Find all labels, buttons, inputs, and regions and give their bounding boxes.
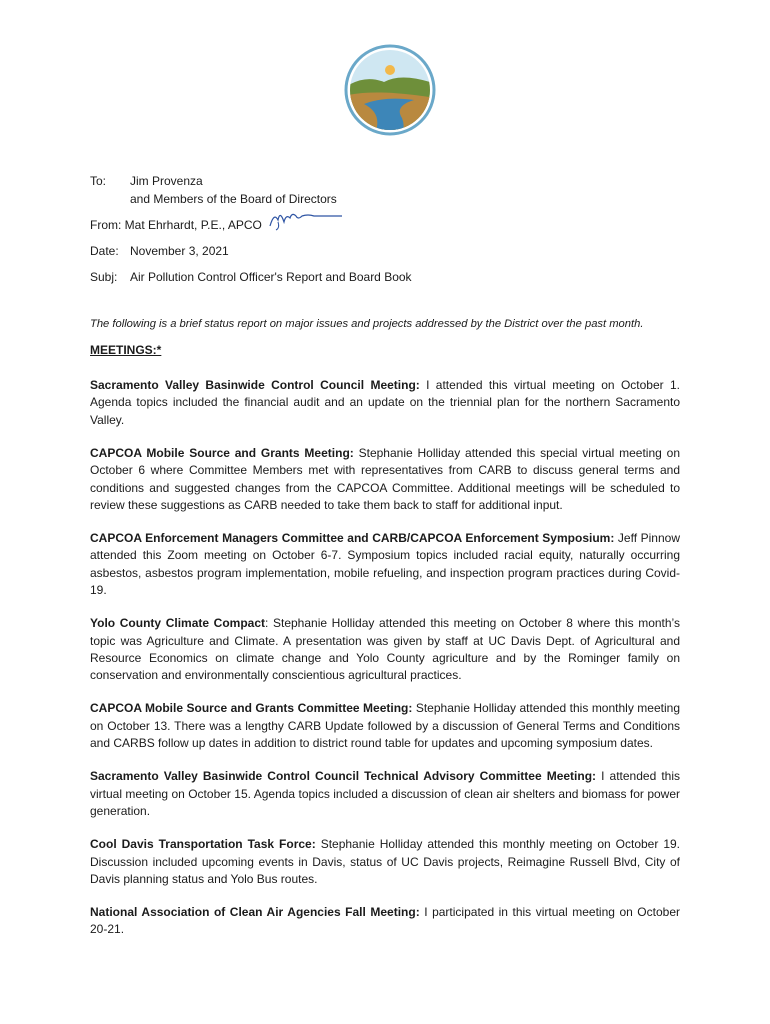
to-row [90,172,682,190]
meeting-title: CAPCOA Mobile Source and Grants Committee Meeting: [90,701,413,716]
meeting-item [90,377,680,429]
date-label: Date: [90,244,119,258]
meeting-body: Stephanie Holliday attended this monthly meeting on October 13. There was a lengthy CARB Update followed by a discussion of General Terms and Conditions and CARBS follow up dates in addition to district round table for updates and upcoming symposium dates. [90,701,680,751]
meeting-item [90,445,680,515]
meeting-item [90,904,680,939]
meeting-item [90,615,680,685]
from-text: From: Mat Ehrhardt, P.E., APCO [90,218,262,232]
to-recipient: Jim Provenza [130,174,203,188]
meeting-item [90,530,680,600]
subject-value: Air Pollution Control Officer's Report and Board Book [130,270,412,284]
meetings-heading: MEETINGS:* [90,343,162,357]
meeting-title: Sacramento Valley Basinwide Control Council Meeting: [90,378,420,392]
meeting-item [90,768,680,820]
subject-row [90,268,682,286]
meeting-title: Yolo County Climate Compact [90,616,266,631]
meeting-title: Cool Davis Transportation Task Force: [90,837,316,852]
meeting-title: CAPCOA Mobile Source and Grants Meeting: [90,445,354,460]
meeting-title: National Association of Clean Air Agencies Fall Meeting: [90,904,420,919]
meeting-body: Jeff Pinnow attended this Zoom meeting on October 6-7. Symposium topics included racial equity, naturally occurring asbestos, asbestos program implementation, mobile refueling, and inspection program practices during Covid-19. [90,531,680,598]
meeting-body: Stephanie Holliday attended this special virtual meeting on October 6 where Committee Members met with representatives from CARB to discuss general terms and conditions and suggested changes from the CAPCOA Committee. Additional meetings will be scheduled to review these suggestions as CARB needed to take them back to staff for additional input. [90,445,681,513]
meeting-item [90,700,680,752]
meeting-body: I attended this virtual meeting on October 15. Agenda topics included a discussion of clean air shelters and biomass for power generation. [90,769,680,819]
signature-icon [268,206,344,232]
from-row [90,216,682,234]
meeting-item [90,836,680,888]
subject-label: Subj: [90,270,118,284]
to-row-2 [90,190,682,208]
meeting-title: Sacramento Valley Basinwide Control Council Technical Advisory Committee Meeting: [90,769,597,784]
meeting-body: I attended this virtual meeting on October 1. Agenda topics included the financial audit and an update on the triennial plan for the northern Sacramento Valley. [90,378,680,427]
meeting-body: : Stephanie Holliday attended this meeting on October 8 where this month’s topic was Agriculture and Climate. A presentation was given by staff at UC Davis Dept. of Agricultural and Resource Economics on climate change and Yolo County agriculture and by the Rominger family on conservation and environmentally conscientious agricultural practices. [90,616,681,683]
date-row [90,242,682,260]
meeting-title: CAPCOA Enforcement Managers Committee and CARB/CAPCOA Enforcement Symposium: [90,531,615,546]
to-recipient-2: and Members of the Board of Directors [130,192,337,206]
date-value: November 3, 2021 [130,244,229,258]
meetings-list [90,377,680,954]
district-logo-icon [344,44,436,136]
meeting-body: Stephanie Holliday attended this monthly meeting on October 19. Discussion included upcoming events in Davis, status of UC Davis projects, Reimagine Russell Blvd, City of Davis planning status and Yolo Bus routes. [90,837,680,886]
meeting-body: I participated in this virtual meeting on October 20-21. [90,904,680,937]
memo-header [90,172,682,286]
to-label: To: [90,174,107,188]
intro-text: The following is a brief status report on major issues and projects addressed by the District over the past month. [90,318,644,330]
